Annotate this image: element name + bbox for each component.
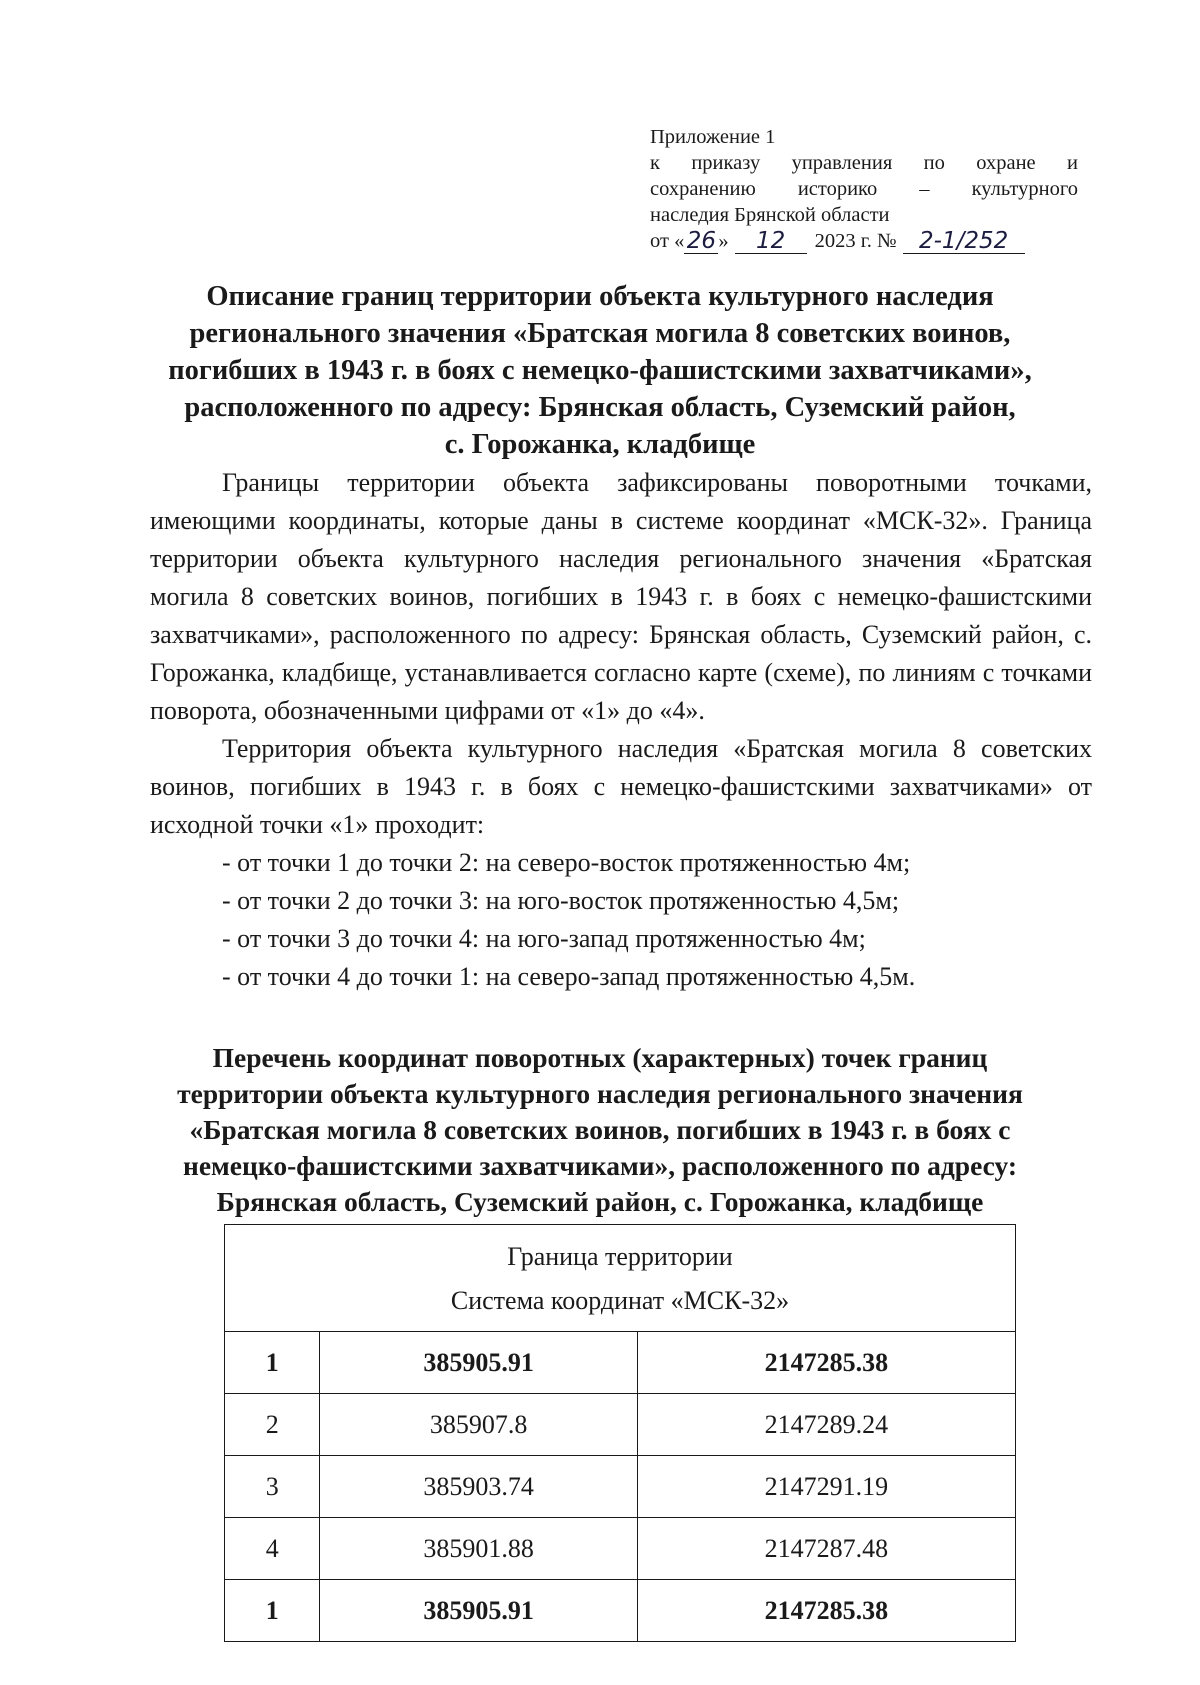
appendix-block: [650, 124, 1078, 254]
coordinates-list-title: [150, 1040, 1050, 1220]
paragraph-territory: Территория объекта культурного наследия «Братская могила 8 советских воинов, погибших в 1943 г. в боях с немецко-фашистскими захватчиками» от исходной точки «1» проходит:: [150, 734, 1092, 839]
appendix-title: Приложение 1: [650, 126, 776, 148]
table-header-subtitle: Система координат «МСК-32»: [450, 1286, 790, 1315]
coordinates-table: [224, 1224, 1016, 1642]
title-line: регионального значения «Братская могила 8 советских воинов,: [189, 318, 1011, 349]
x-coordinate-cell: 385903.74: [320, 1456, 637, 1518]
y-coordinate-cell: 2147285.38: [637, 1580, 1015, 1642]
handwritten-order-number: 2-1/252: [903, 229, 1025, 254]
paragraph-boundaries: Границы территории объекта зафиксированы поворотными точками, имеющими координаты, которые даны в системе координат «МСК-32». Граница территории объекта культурного наследия регионального значения «Братская могила 8 советских воинов, погибших в 1943 г. в боях с немецко-фашистскими захватчиками», расположенного по адресу: Брянская область, Суземский район, с. Горожанка, кладбище, устанавливается согласно карте (схеме), по линиям с точками поворота, обозначенными цифрами от «1» до «4».: [150, 468, 1092, 725]
document-title: [150, 278, 1050, 463]
appendix-line: сохранению историко – культурного: [650, 178, 1078, 200]
title-line: немецко-фашистскими захватчиками», расположенного по адресу:: [183, 1150, 1017, 1181]
year-and-number-label: 2023 г. №: [814, 230, 897, 252]
title-line: территории объекта культурного наследия регионального значения: [177, 1078, 1023, 1109]
table-header-cell: [225, 1225, 1016, 1332]
title-line: Перечень координат поворотных (характерных) точек границ: [212, 1042, 988, 1073]
table-row: [225, 1518, 1016, 1580]
point-number-cell: 3: [225, 1456, 320, 1518]
boundary-segment-item: - от точки 2 до точки 3: на юго-восток протяженностью 4,5м;: [222, 886, 900, 915]
order-date-line: [650, 228, 1078, 254]
boundary-segment-item: - от точки 1 до точки 2: на северо-восток протяженностью 4м;: [222, 848, 911, 877]
boundary-segment-item: - от точки 3 до точки 4: на юго-запад протяженностью 4м;: [222, 924, 866, 953]
date-prefix: от «: [650, 230, 685, 252]
table-row: [225, 1580, 1016, 1642]
title-line: Брянская область, Суземский район, с. Горожанка, кладбище: [216, 1186, 984, 1217]
title-line: погибших в 1943 г. в боях с немецко-фашистскими захватчиками»,: [168, 355, 1032, 386]
y-coordinate-cell: 2147291.19: [637, 1456, 1015, 1518]
document-body: [150, 464, 1092, 996]
boundary-segment-item: - от точки 4 до точки 1: на северо-запад протяженностью 4,5м.: [222, 962, 916, 991]
table-row: [225, 1456, 1016, 1518]
table-row: [225, 1332, 1016, 1394]
point-number-cell: 2: [225, 1394, 320, 1456]
table-header-row: [225, 1225, 1016, 1332]
handwritten-day: 26: [684, 229, 718, 254]
y-coordinate-cell: 2147289.24: [637, 1394, 1015, 1456]
point-number-cell: 4: [225, 1518, 320, 1580]
table-header-title: Граница территории: [507, 1242, 733, 1271]
date-quote-close: »: [718, 230, 729, 252]
title-line: Описание границ территории объекта культурного наследия: [206, 281, 994, 312]
point-number-cell: 1: [225, 1332, 320, 1394]
x-coordinate-cell: 385907.8: [320, 1394, 637, 1456]
y-coordinate-cell: 2147287.48: [637, 1518, 1015, 1580]
y-coordinate-cell: 2147285.38: [637, 1332, 1015, 1394]
title-line: «Братская могила 8 советских воинов, погибших в 1943 г. в боях с: [189, 1114, 1011, 1145]
appendix-line: наследия Брянской области: [650, 204, 890, 226]
table-row: [225, 1394, 1016, 1456]
x-coordinate-cell: 385901.88: [320, 1518, 637, 1580]
x-coordinate-cell: 385905.91: [320, 1332, 637, 1394]
title-line: расположенного по адресу: Брянская область, Суземский район,: [184, 392, 1016, 423]
x-coordinate-cell: 385905.91: [320, 1580, 637, 1642]
title-line: с. Горожанка, кладбище: [444, 429, 756, 460]
point-number-cell: 1: [225, 1580, 320, 1642]
handwritten-month: 12: [735, 229, 807, 254]
appendix-line: к приказу управления по охране и: [650, 152, 1078, 174]
